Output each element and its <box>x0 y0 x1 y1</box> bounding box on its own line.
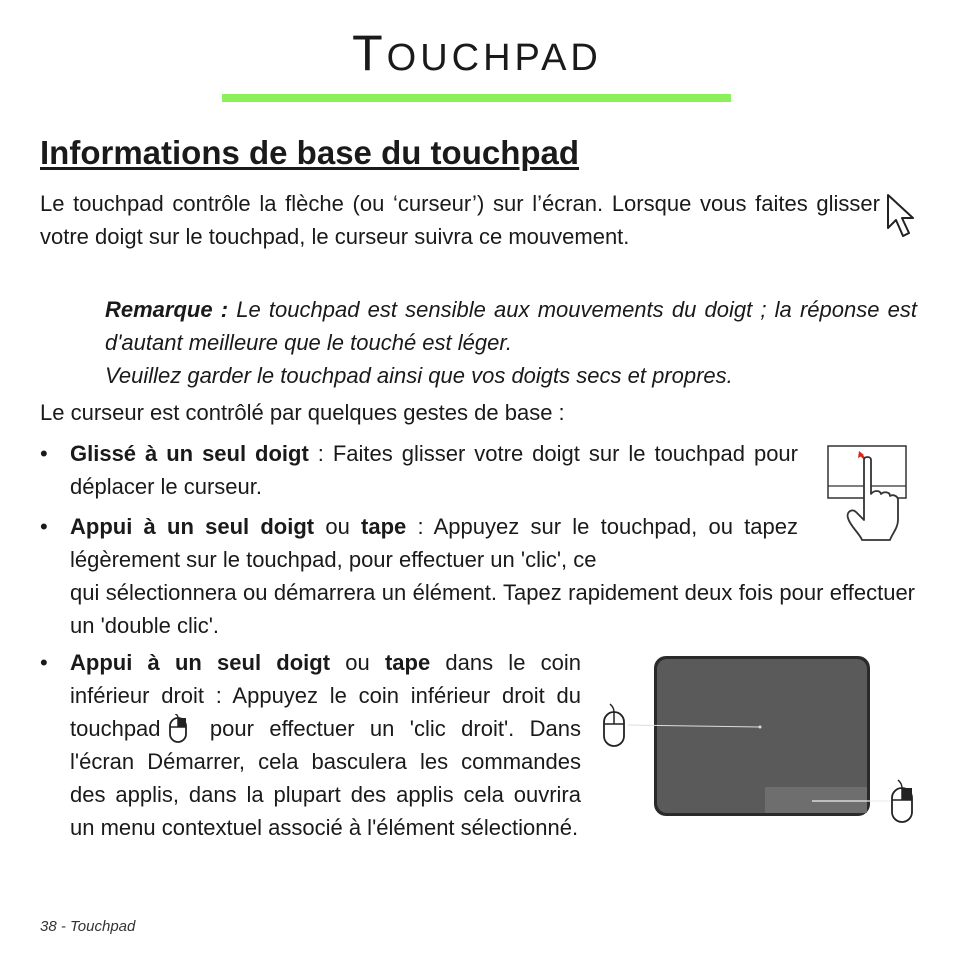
finger-swipe-icon <box>826 442 910 546</box>
bullet-term: Appui à un seul doigt <box>70 650 331 675</box>
bullet-term-alt: tape <box>361 514 407 539</box>
section-heading: Informations de base du touchpad <box>40 134 580 171</box>
note-text-1: Le touchpad est sensible aux mouvements du doigt ; la réponse est d'autant meilleure que le touché est léger. <box>105 297 917 355</box>
bullet-right-click-tap <box>70 646 581 844</box>
bullet-term: Appui à un seul doigt <box>70 514 315 539</box>
bullet-single-finger-tap <box>70 510 798 576</box>
bullet-text-continued: pour effectuer un 'clic droit'. Dans l'écran Démarrer, cela basculera les commandes des applis, dans la plupart des applis cela ouvrira un menu contextuel associé à l'élément sélectionné. <box>70 716 581 840</box>
title-underline-bar <box>222 94 731 102</box>
gestures-intro: Le curseur est contrôlé par quelques gestes de base : <box>40 400 565 425</box>
bullet-marker: • <box>40 514 48 539</box>
note-text-2: Veuillez garder le touchpad ainsi que vos doigts secs et propres. <box>105 363 733 388</box>
note-block <box>105 293 917 392</box>
left-mouse-icon <box>604 704 624 746</box>
touchpad-surface <box>654 656 870 816</box>
bullet-single-finger-slide <box>70 437 798 503</box>
bullet-connector: ou <box>314 514 362 539</box>
intro-paragraph: Le touchpad contrôle la flèche (ou ‘curseur’) sur l’écran. Lorsque vous faites glisser votre doigt sur le touchpad, le curseur suivra ce mouvement. <box>40 191 880 249</box>
page-footer: 38 - Touchpad <box>40 918 136 935</box>
chapter-title-initial: T <box>352 25 387 81</box>
bullet-text: dans le coin inférieur droit : Appuyez le coin inférieur droit du touchpad <box>70 650 581 741</box>
bullet-text: : Appuyez sur le touchpad, ou tapez légèrement sur le touchpad, pour effectuer un 'clic', ce <box>70 514 798 572</box>
bullet-term: Glissé à un seul doigt <box>70 441 309 466</box>
mouse-icon <box>167 714 189 744</box>
touchpad-diagram <box>600 650 920 830</box>
bullet-marker: • <box>40 650 48 675</box>
right-mouse-icon <box>892 780 912 822</box>
bullet-text: : Faites glisser votre doigt sur le touchpad pour déplacer le curseur. <box>70 441 798 499</box>
bullet-single-finger-tap-continued: qui sélectionnera ou démarrera un élément. Tapez rapidement deux fois pour effectuer un 'double clic'. <box>70 580 915 638</box>
note-label: Remarque : <box>105 297 229 322</box>
bullet-term-alt: tape <box>384 650 431 675</box>
chapter-title <box>0 25 954 81</box>
arrow-cursor-icon <box>884 192 918 244</box>
chapter-title-rest: OUCHPAD <box>386 37 602 79</box>
bullet-connector: ou <box>330 650 385 675</box>
bullet-marker: • <box>40 441 48 466</box>
